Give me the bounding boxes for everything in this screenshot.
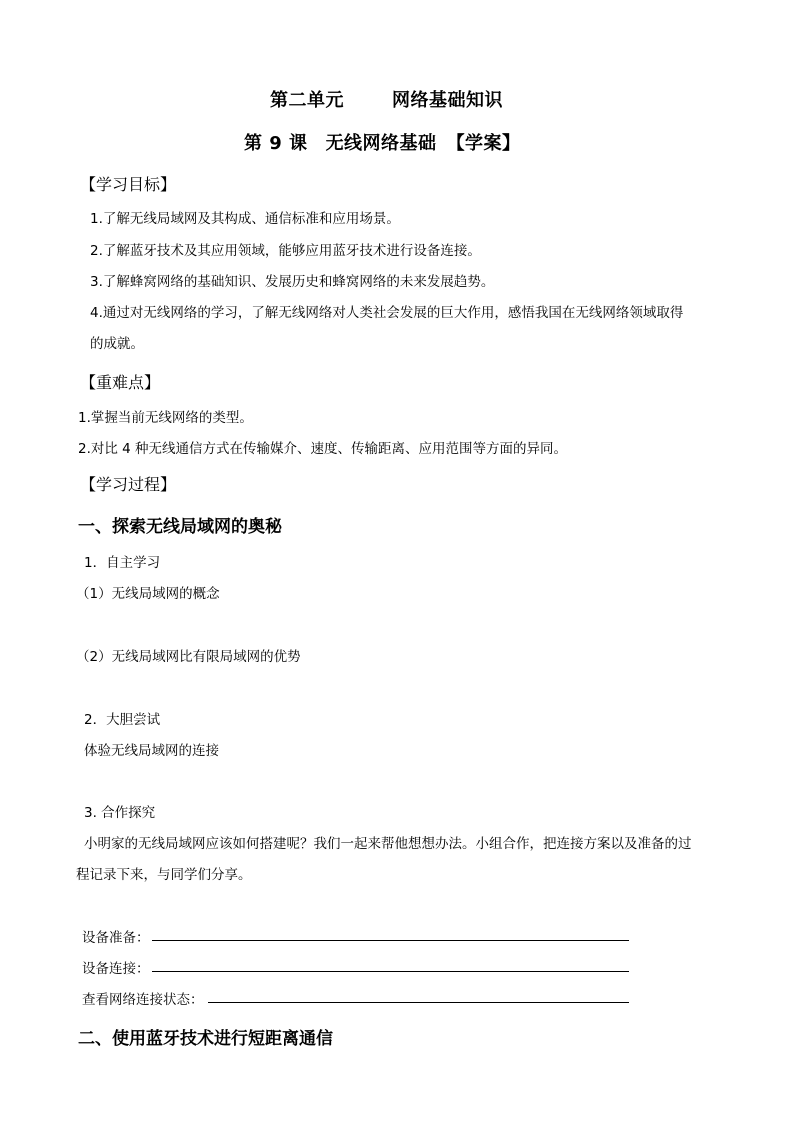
field-label-device-prep: 设备准备：: [82, 930, 150, 946]
question-2: （2）无线局域网比有限局域网的优势: [76, 649, 301, 665]
process-heading: 【学习过程】: [80, 475, 177, 494]
field-blank-device-prep[interactable]: [152, 940, 629, 941]
section-2-title: 二、使用蓝牙技术进行短距离通信: [78, 1029, 333, 1049]
field-blank-network-status[interactable]: [208, 1002, 629, 1003]
field-label-network-status: 查看网络连接状态：: [82, 992, 204, 1008]
lesson-topic: 无线网络基础: [325, 133, 437, 154]
field-label-device-connect: 设备连接：: [82, 961, 150, 977]
objective-item-4-cont: 的成就。: [90, 336, 144, 352]
unit-topic: 网络基础知识: [392, 90, 503, 111]
field-blank-device-connect[interactable]: [152, 971, 629, 972]
unit-title: [270, 86, 503, 112]
keypoint-item-1: 1.掌握当前无线网络的类型。: [78, 410, 253, 426]
lesson-tag: 【学案】: [446, 133, 521, 154]
step-3-text-line-2: 程记录下来，与同学们分享。: [76, 867, 252, 883]
objectives-heading: 【学习目标】: [80, 175, 177, 194]
step-3-text-line-1: 小明家的无线局域网应该如何搭建呢？我们一起来帮他想想办法。小组合作，把连接方案以及准备的过: [84, 836, 692, 852]
step-1-label: 1．自主学习: [84, 555, 161, 571]
objective-item-3: 3.了解蜂窝网络的基础知识、发展历史和蜂窝网络的未来发展趋势。: [90, 274, 495, 290]
objective-item-2: 2.了解蓝牙技术及其应用领域，能够应用蓝牙技术进行设备连接。: [90, 243, 481, 259]
step-3-label: 3. 合作探究: [84, 805, 156, 821]
step-2-label: 2．大胆尝试: [84, 712, 161, 728]
unit-label: 第二单元: [270, 90, 344, 111]
keypoint-item-2: 2.对比 4 种无线通信方式在传输媒介、速度、传输距离、应用范围等方面的异同。: [78, 441, 568, 457]
objective-item-4: 4.通过对无线网络的学习，了解无线网络对人类社会发展的巨大作用，感悟我国在无线网络领域取得: [90, 305, 684, 321]
objective-item-1: 1.了解无线局域网及其构成、通信标准和应用场景。: [90, 211, 400, 227]
step-2-text: 体验无线局域网的连接: [84, 743, 219, 759]
section-1-title: 一、探索无线局域网的奥秘: [78, 517, 282, 537]
keypoints-heading: 【重难点】: [80, 373, 161, 392]
lesson-number: 第 9 课: [244, 133, 308, 154]
lesson-title: [244, 129, 521, 155]
question-1: （1）无线局域网的概念: [76, 586, 220, 602]
